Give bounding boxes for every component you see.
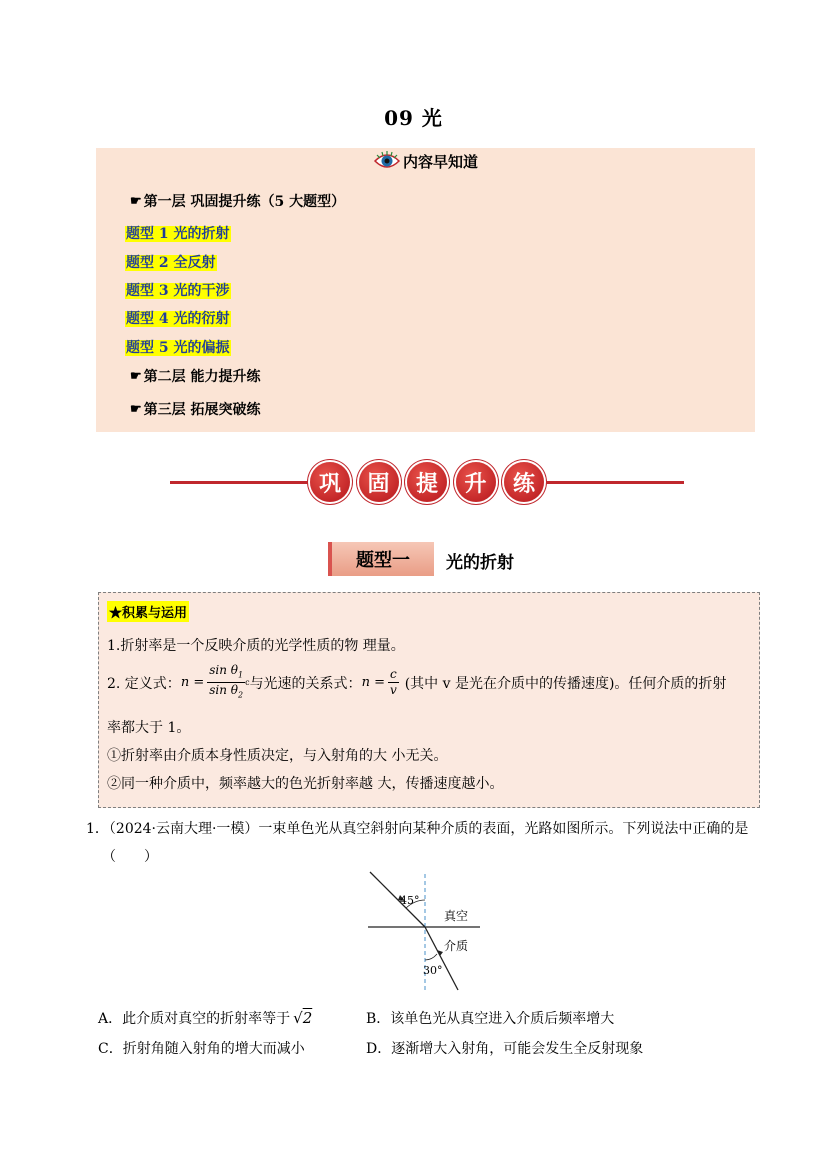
toc-type-4-label: 题型 4 光的衍射: [126, 311, 230, 327]
eye-icon: [373, 150, 401, 172]
vacuum-label: 真空: [444, 909, 469, 923]
knowledge-point-1: 1.折射率是一个反映介质的光学性质的物 理量。: [107, 638, 405, 654]
angle-arc-bottom: [425, 954, 437, 960]
question-stem: 1．（2024·云南大理·一模）一束单色光从真空斜射向某种介质的表面，光路如图所示。下列说法中正确的是: [86, 821, 749, 837]
banner-line-left: [170, 481, 310, 484]
formula-sub-2: 2: [237, 690, 244, 700]
banner-char-1: 巩: [310, 462, 350, 502]
formula-sin-theta2: sin θ: [209, 683, 238, 698]
toc-type-2-label: 题型 2 全反射: [126, 255, 216, 271]
refraction-diagram: [360, 870, 490, 1000]
option-a-text: A．此介质对真空的折射率等于: [98, 1011, 291, 1027]
definition-mid: 与光速的关系式：: [249, 675, 362, 692]
toc-type-5-label: 题型 5 光的偏振: [126, 340, 230, 356]
medium-label: 介质: [444, 939, 469, 953]
toc-type-3[interactable]: [125, 280, 231, 300]
speed-formula: [388, 667, 399, 698]
toc-type-4[interactable]: [125, 308, 231, 328]
formula-sin-theta1: sin θ: [209, 663, 238, 677]
definition-prefix: 2. 定义式：: [107, 675, 181, 692]
banner-line-right: [544, 481, 684, 484]
toc-layer-3-label: 第三层 拓展突破练: [143, 402, 261, 418]
document-title: 09 光: [384, 106, 443, 130]
toc-layer-1[interactable]: [130, 191, 345, 211]
option-c[interactable]: C．折射角随入射角的增大而减小: [98, 1041, 305, 1057]
toc-heading-text: 内容早知道: [402, 152, 478, 171]
banner-char-2: 固: [359, 462, 399, 502]
section-banner: [310, 462, 544, 502]
toc-type-2[interactable]: [125, 252, 217, 272]
formula-tiny-c: c: [245, 678, 250, 688]
toc-type-3-label: 题型 3 光的干涉: [126, 283, 230, 299]
option-d[interactable]: D．逐渐增大入射角，可能会发生全反射现象: [366, 1041, 644, 1057]
sqrt-icon: √2: [293, 1009, 313, 1027]
formula-v: v: [389, 683, 397, 698]
formula-c: c: [389, 667, 397, 682]
banner-char-5: 练: [504, 462, 544, 502]
toc-type-1[interactable]: [125, 223, 231, 243]
knowledge-point-5: ②同一种介质中，频率越大的色光折射率越 大，传播速度越小。: [107, 776, 504, 792]
pointing-hand-icon: ☛: [130, 193, 142, 209]
toc-type-1-label: 题型 1 光的折射: [126, 226, 230, 242]
toc-layer-2[interactable]: [130, 366, 261, 386]
toc-layer-1-label: 第一层 巩固提升练（5 大题型）: [143, 194, 346, 210]
section-name: 光的折射: [446, 553, 514, 573]
answer-blank: （ ）: [102, 849, 158, 865]
option-b[interactable]: B．该单色光从真空进入介质后频率增大: [366, 1011, 615, 1027]
angle-30-label: 30°: [423, 964, 443, 977]
pointing-hand-icon: ☛: [130, 401, 142, 417]
pointing-hand-icon: ☛: [130, 368, 142, 384]
definition-suffix: (其中 v 是光在介质中的传播速度)。任何介质的折射: [404, 675, 727, 692]
formula-sub-1: 1: [237, 670, 244, 680]
knowledge-box: [98, 592, 760, 808]
formula-n-eq-2: n =: [361, 675, 385, 691]
toc-panel: [96, 148, 755, 432]
knowledge-point-4: ①折射率由介质本身性质决定，与入射角的大 小无关。: [107, 748, 448, 764]
toc-heading: [96, 150, 755, 172]
knowledge-point-2: [107, 663, 726, 703]
banner-char-3: 提: [407, 462, 447, 502]
refraction-formula: [207, 663, 245, 703]
knowledge-point-3: 率都大于 1。: [107, 720, 191, 736]
toc-layer-2-label: 第二层 能力提升练: [143, 369, 261, 385]
knowledge-box-title: ★积累与运用: [107, 601, 189, 622]
angle-45-label: 45°: [400, 894, 420, 907]
toc-layer-3[interactable]: [130, 399, 261, 419]
option-a-sqrt-value: 2: [302, 1009, 313, 1027]
section-tag: 题型一: [328, 542, 434, 576]
option-a[interactable]: [98, 1008, 312, 1028]
banner-char-4: 升: [456, 462, 496, 502]
toc-type-5[interactable]: [125, 337, 231, 357]
refracted-ray: [425, 927, 458, 990]
formula-n-eq: n =: [180, 675, 205, 691]
